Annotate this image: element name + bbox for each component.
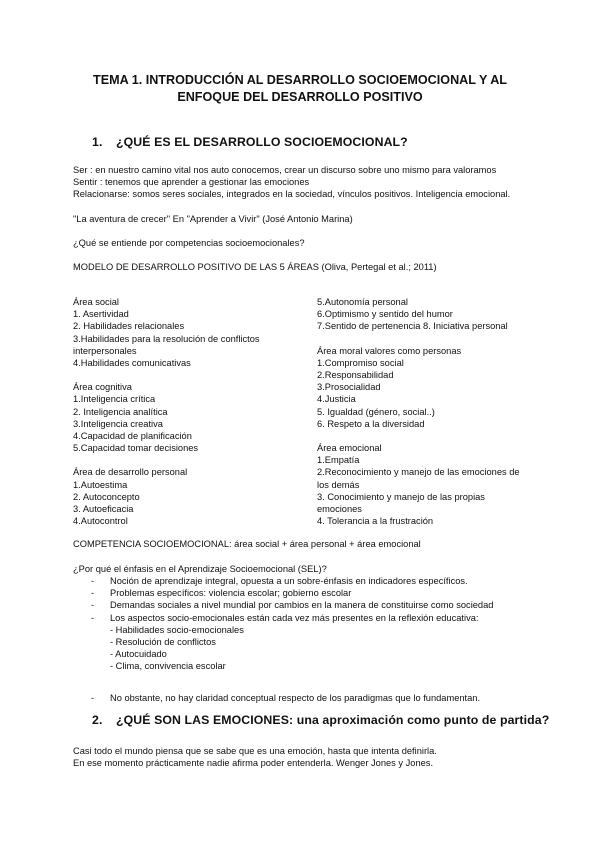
list-item: 5.Autonomía personal <box>317 297 408 307</box>
quote-line: "La aventura de crecer" En "Aprender a Vivir" (José Antonio Marina) <box>73 214 353 224</box>
list-item: 1.Compromiso social <box>317 357 404 368</box>
section-2-title: ¿QUÉ SON LAS EMOCIONES: una aproximación como punto de partida? <box>116 713 550 727</box>
list-item: 3.Habilidades para la resolución de conflictos <box>73 333 260 344</box>
list-item: emociones <box>317 504 362 515</box>
list-item: 2. Inteligencia analítica <box>73 406 168 417</box>
list-item <box>91 692 493 704</box>
list-item: 4.Capacidad de planificación <box>73 431 192 442</box>
area-emocional-heading: Área emocional <box>317 443 382 454</box>
title-line-1: TEMA 1. INTRODUCCIÓN AL DESARROLLO SOCIOEMOCIONAL Y AL <box>93 73 507 87</box>
section-1-heading <box>92 135 408 149</box>
bullet-text: Demandas sociales a nivel mundial por cambios en la manera de constituirse como sociedad <box>110 600 494 611</box>
list-item: 3.Prosocialidad <box>317 382 381 393</box>
list-item: 3. Autoeficacia <box>73 504 134 515</box>
list-item: interpersonales <box>73 345 137 356</box>
area-moral-heading: Área moral valores como personas <box>317 345 462 356</box>
intro-line-ser: Ser : en nuestro camino vital nos auto conocemos, crear un discurso sobre uno mismo para valoramos <box>73 165 497 175</box>
competence-line: COMPETENCIA SOCIOEMOCIONAL: área social + área personal + área emocional <box>73 539 421 549</box>
intro-line-sentir: Sentir : tenemos que aprender a gestionar las emociones <box>73 177 310 187</box>
list-item <box>91 575 493 587</box>
list-item: 5. Igualdad (género, social..) <box>317 406 435 417</box>
sub-item: - Clima, convivencia escolar <box>110 661 226 672</box>
bullet-text: Los aspectos socio-emocionales están cada vez más presentes en la reflexión educativa: <box>110 612 479 623</box>
list-item: 1. Asertividad <box>73 309 129 320</box>
area-social-heading: Área social <box>73 297 119 307</box>
title-line-2: ENFOQUE DEL DESARROLLO POSITIVO <box>177 90 423 104</box>
section-1-title: ¿QUÉ ES EL DESARROLLO SOCIOEMOCIONAL? <box>116 135 408 149</box>
sub-item: - Resolución de conflictos <box>110 637 216 648</box>
bullet-text: Noción de aprendizaje integral, opuesta a un sobre-énfasis en indicadores específicos. <box>110 576 468 586</box>
sel-bullet-list <box>91 575 494 704</box>
list-item: 2.Responsabilidad <box>317 370 394 381</box>
left-column <box>73 296 260 527</box>
document-title <box>70 72 530 106</box>
dash-marker: - <box>91 576 95 586</box>
dash-marker: - <box>91 612 95 623</box>
question-line: ¿Qué se entiende por competencias socioemocionales? <box>73 238 305 248</box>
area-personal-heading: Área de desarrollo personal <box>73 467 188 478</box>
list-item <box>91 599 494 611</box>
section-2-number: 2. <box>92 713 103 727</box>
list-item: 6.Optimismo y sentido del humor <box>317 309 453 320</box>
list-item: 3. Conocimiento y manejo de las propias <box>317 491 485 502</box>
sel-question: ¿Por qué el énfasis en el Aprendizaje Socioemocional (SEL)? <box>73 564 327 574</box>
dash-marker: - <box>91 692 95 703</box>
list-item: 1.Autoestima <box>73 479 128 490</box>
list-item: 4.Habilidades comunicativas <box>73 358 191 369</box>
dash-marker: - <box>91 600 95 611</box>
list-item: 4.Justicia <box>317 394 356 405</box>
model-line: MODELO DE DESARROLLO POSITIVO DE LAS 5 ÁREAS (Oliva, Pertegal et al.; 2011) <box>73 262 437 272</box>
list-item: 2.Reconocimiento y manejo de las emociones de <box>317 467 520 478</box>
closing-line-1: Casi todo el mundo piensa que se sabe que es una emoción, hasta que intenta definirla. <box>73 746 437 756</box>
sub-item: - Habilidades socio-emocionales <box>110 624 244 635</box>
list-item: 2. Habilidades relacionales <box>73 321 185 332</box>
bullet-text: No obstante, no hay claridad conceptual respecto de los paradigmas que lo fundamentan. <box>110 692 481 703</box>
closing-line-2: En ese momento prácticamente nadie afirma poder entenderla. Wenger Jones y Jones. <box>73 758 434 768</box>
intro-line-relacionarse: Relacionarse: somos seres sociales, integrados en la sociedad, vínculos positivos. Inteligencia emocional. <box>73 189 511 199</box>
section-1-number: 1. <box>92 135 103 149</box>
list-item: 6. Respeto a la diversidad <box>317 418 425 429</box>
sub-item: - Autocuidado <box>110 649 167 660</box>
list-item: 1.Inteligencia crítica <box>73 394 156 405</box>
list-item <box>91 587 493 599</box>
list-item: 4. Tolerancia a la frustración <box>317 516 434 527</box>
right-column <box>317 296 520 527</box>
list-item: 3.Inteligencia creativa <box>73 418 163 429</box>
area-cognitiva-heading: Área cognitiva <box>73 382 132 393</box>
closing-block <box>73 745 437 769</box>
list-item: los demás <box>317 479 360 490</box>
list-item: 2. Autoconcepto <box>73 491 140 502</box>
list-item <box>91 612 493 624</box>
list-item: 5.Capacidad tomar decisiones <box>73 443 199 454</box>
intro-block <box>73 164 510 200</box>
list-item: 1.Empatía <box>317 455 360 466</box>
bullet-text: Problemas específicos: violencia escolar; gobierno escolar <box>110 588 352 599</box>
section-2-heading <box>92 713 549 727</box>
list-item: 4.Autocontrol <box>73 516 128 527</box>
list-item: 7.Sentido de pertenencia 8. Iniciativa personal <box>317 321 508 332</box>
dash-marker: - <box>91 588 95 599</box>
